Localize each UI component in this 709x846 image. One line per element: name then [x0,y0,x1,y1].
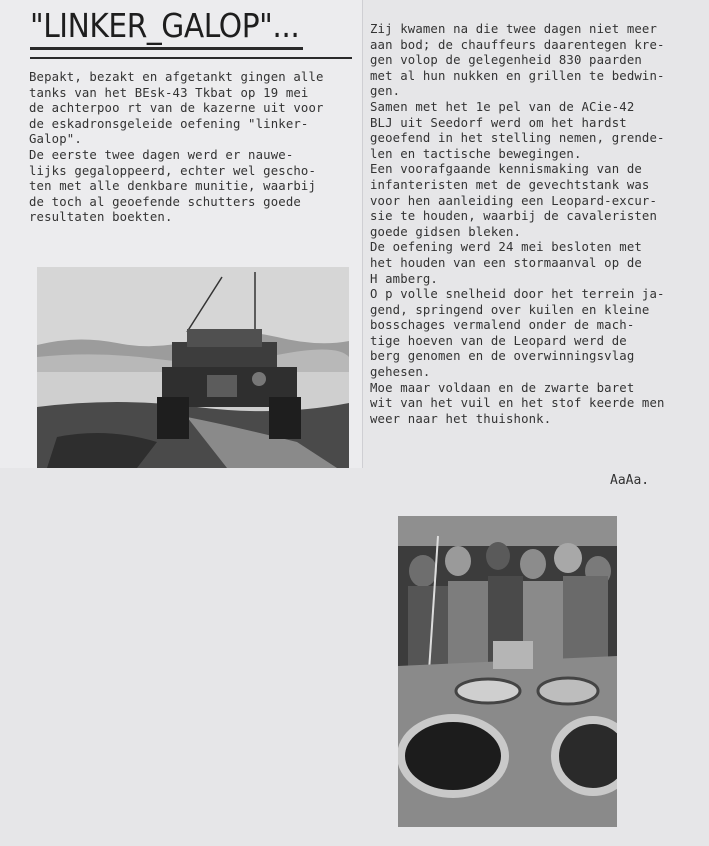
right-column-line: Moe maar voldaan en de zwarte baret [370,380,635,395]
right-column-line: Een voorafgaande kennismaking van de [370,162,642,177]
soldiers-on-tank-image [398,516,617,827]
right-column-line: met al hun nukken en grillen te bedwin- [370,68,665,83]
right-column-line: gen. [370,84,401,99]
right-column-line: bosschages vermalend onder de mach- [370,318,635,333]
right-column-line: infanteristen met de gevechtstank was [370,177,650,192]
left-column-line: ten met alle denkbare munitie, waarbij [29,179,317,194]
right-column-line: gend, springend over kuilen en kleine [370,302,650,317]
right-column-line: gen volop de gelegenheid 830 paarden [370,53,642,68]
left-column-line: Bepakt, bezakt en afgetankt gingen alle [29,70,324,84]
right-column-line: gehesen. [370,365,431,380]
tank-image [37,267,349,468]
tank-photo [37,267,349,468]
title-underline-bottom [30,57,352,59]
right-column-line: Zij kwamen na die twee dagen niet meer [370,22,658,36]
right-column-line: voor hen aanleiding een Leopard-excur- [370,193,658,208]
left-column-line: de eskadronsgeleide oefening "linker- [29,116,309,131]
right-column-line: weer naar het thuishonk. [370,411,552,426]
turret-photo [398,516,617,827]
right-column-line: aan bod; de chauffeurs daarentegen kre- [370,37,665,52]
title-underline-top [30,47,303,50]
left-column-line: lijks gegaloppeerd, echter wel gescho- [29,163,317,178]
right-column-line: geoefend in het stelling nemen, grende- [370,131,665,146]
left-column-text [29,70,324,226]
left-column-panel [0,0,363,468]
right-column-line: tige hoeven van de Leopard werd de [370,333,627,348]
right-column-text [370,22,665,427]
right-column-line: H amberg. [370,271,438,286]
left-column-line: resultaten boekten. [29,210,173,225]
right-column-line: wit van het vuil en het stof keerde men [370,396,665,411]
left-column-line: de toch al geoefende schutters goede [29,194,301,209]
right-column-line: goede gidsen bleken. [370,224,522,239]
left-column-line: Galop". [29,132,82,147]
right-column-line: BLJ uit Seedorf werd om het hardst [370,115,627,130]
article-title: "LINKER_GALOP"... [30,6,300,45]
left-column-line: de achterpoo rt van de kazerne uit voor [29,101,324,116]
right-column-line: O p volle snelheid door het terrein ja- [370,287,665,302]
left-column-line: De eerste twee dagen werd er nauwe- [29,147,294,162]
left-column-line: tanks van het BEsk-43 Tkbat op 19 mei [29,85,309,100]
right-column-line: het houden van een stormaanval op de [370,255,642,270]
right-column-line: len en tactische bewegingen. [370,146,582,161]
right-column-line: sie te houden, waarbij de cavaleristen [370,209,658,224]
author-signature: AaAa. [610,473,650,488]
right-column-line: berg genomen en de overwinningsvlag [370,349,635,364]
right-column-line: De oefening werd 24 mei besloten met [370,240,642,255]
right-column-line: Samen met het 1e pel van de ACie-42 [370,99,635,114]
